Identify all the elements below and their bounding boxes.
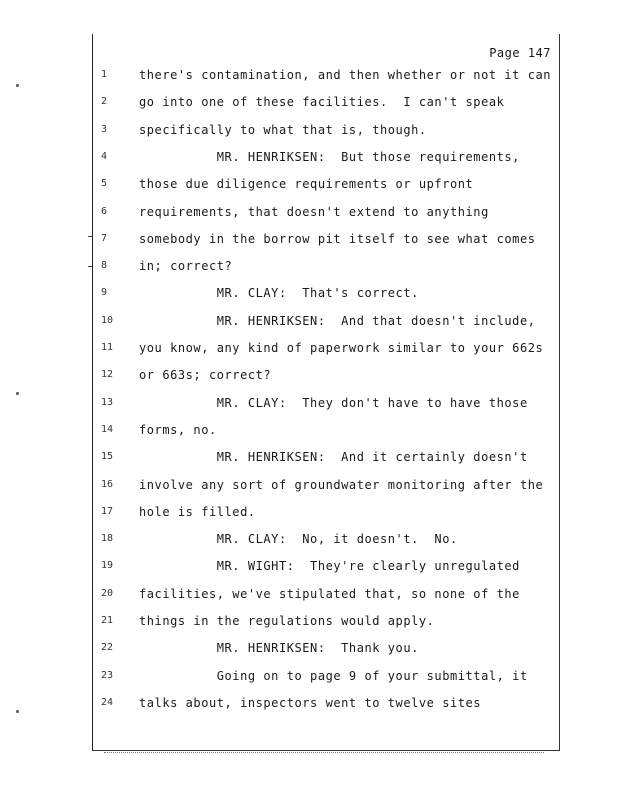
line-number: 17 [101, 505, 114, 517]
line-number: 5 [101, 178, 108, 190]
frame-tick [88, 236, 92, 237]
line-text: somebody in the borrow pit itself to see what comes [139, 231, 536, 246]
transcript-page [92, 34, 560, 751]
line-text: MR. HENRIKSEN: And that doesn't include, [139, 313, 536, 328]
line-text: talks about, inspectors went to twelve sites [139, 695, 482, 710]
transcript-line [93, 478, 559, 496]
transcript-line [93, 232, 559, 250]
transcript-line [93, 314, 559, 332]
line-number: 1 [101, 69, 108, 80]
line-number: 22 [101, 642, 114, 654]
transcript-line [93, 259, 559, 277]
line-text: in; correct? [139, 259, 233, 274]
line-number: 3 [101, 123, 108, 135]
transcript-line [93, 123, 559, 141]
line-number: 21 [101, 615, 114, 626]
transcript-line [93, 696, 559, 714]
line-number: 2 [101, 96, 108, 108]
scan-noise [104, 752, 544, 755]
line-text: MR. HENRIKSEN: But those requirements, [139, 149, 520, 164]
transcript-line [93, 95, 559, 113]
line-text: things in the regulations would apply. [139, 614, 435, 628]
margin-mark [16, 84, 19, 87]
line-text: there's contamination, and then whether or not it can [139, 68, 552, 82]
line-text: MR. HENRIKSEN: And it certainly doesn't [139, 450, 528, 465]
line-text: specifically to what that is, though. [139, 122, 427, 137]
line-text: forms, no. [139, 422, 217, 437]
line-number: 9 [101, 287, 108, 299]
line-number: 7 [101, 232, 108, 244]
transcript-line [93, 423, 559, 441]
transcript-line [93, 205, 559, 223]
transcript-line [93, 177, 559, 195]
transcript-line [93, 505, 559, 523]
line-number: 14 [101, 423, 114, 435]
line-number: 10 [101, 314, 114, 326]
transcript-line [93, 614, 559, 632]
transcript-line [93, 669, 559, 687]
line-number: 13 [101, 396, 114, 408]
line-text: facilities, we've stipulated that, so none of the [139, 586, 520, 601]
line-number: 11 [101, 342, 114, 353]
transcript-line [93, 587, 559, 605]
line-text: hole is filled. [139, 504, 256, 519]
transcript-line [93, 341, 559, 359]
line-number: 6 [101, 205, 108, 217]
transcript-line [93, 368, 559, 386]
transcript-line [93, 641, 559, 659]
line-number: 15 [101, 451, 114, 463]
line-text: MR. CLAY: They don't have to have those [139, 395, 528, 410]
line-text: MR. HENRIKSEN: Thank you. [139, 641, 419, 656]
line-number: 8 [101, 260, 108, 272]
transcript-line [93, 450, 559, 468]
line-number: 4 [101, 150, 108, 162]
line-number: 18 [101, 533, 114, 545]
line-text: involve any sort of groundwater monitoring after the [139, 477, 544, 492]
page-number: Page 147 [489, 46, 551, 60]
line-number: 12 [101, 369, 114, 381]
transcript-line [93, 286, 559, 304]
line-number: 19 [101, 560, 114, 572]
line-text: Going on to page 9 of your submittal, it [139, 668, 528, 683]
line-text: MR. CLAY: That's correct. [139, 286, 419, 301]
line-number: 24 [101, 696, 114, 708]
transcript-line [93, 532, 559, 550]
margin-mark [16, 392, 19, 395]
line-text: go into one of these facilities. I can't speak [139, 95, 505, 110]
transcript-line [93, 150, 559, 168]
line-text: those due diligence requirements or upfront [139, 177, 474, 192]
line-number: 20 [101, 587, 114, 599]
transcript-line [93, 559, 559, 577]
line-text: MR. CLAY: No, it doesn't. No. [139, 532, 458, 547]
line-text: MR. WIGHT: They're clearly unregulated [139, 559, 520, 574]
line-text: requirements, that doesn't extend to anything [139, 204, 489, 219]
line-text: or 663s; correct? [139, 368, 272, 383]
transcript-line [93, 396, 559, 414]
line-number: 23 [101, 669, 114, 681]
line-text: you know, any kind of paperwork similar to your 662s [139, 341, 544, 355]
line-number: 16 [101, 478, 114, 490]
margin-mark [16, 710, 19, 713]
transcript-line [93, 68, 559, 86]
frame-tick [88, 266, 92, 267]
